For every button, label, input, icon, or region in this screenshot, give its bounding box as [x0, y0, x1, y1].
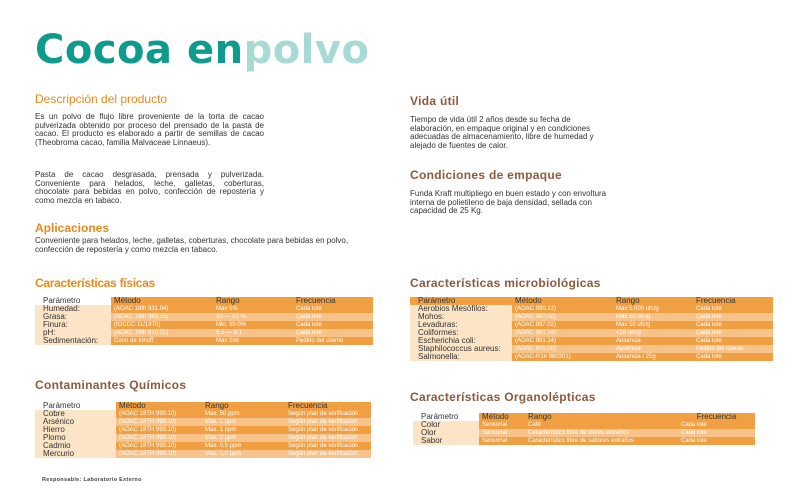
table-row [35, 321, 373, 329]
range-cell: Café [525, 421, 678, 429]
table-header-row [410, 297, 773, 305]
range-cell: Max 2ml [213, 337, 293, 345]
range-cell: Ausencia / 25g [613, 353, 693, 361]
method-cell: (AOAC 18TH 999.10) [116, 410, 202, 418]
aplicaciones-text: Conveniente para helados, leche, galletas, coberturas, chocolate para bebidas en polvo, confección de repostería y como mezcla en tabaco. [35, 236, 349, 254]
frequency-cell: Pedido del cliente [693, 345, 773, 353]
contaminantes-table [35, 402, 371, 458]
header-cell: Método [512, 297, 613, 305]
table-row [413, 437, 755, 445]
param-cell: Levaduras: [410, 321, 512, 329]
param-cell: Mohos: [410, 313, 512, 321]
frequency-cell: Cada lote [693, 321, 773, 329]
frequency-cell: Pedido del cliente [293, 337, 373, 345]
frequency-cell: Según plan de verificación [285, 418, 371, 426]
method-cell: (AOAC 18TH 999.10) [116, 442, 202, 450]
range-cell: Max 5.000 ufc/g [613, 305, 693, 313]
param-cell: Mercurio [35, 450, 116, 458]
table-header-row [413, 413, 755, 421]
range-cell: Característico libre de sabores extraños [525, 437, 678, 445]
title-part-1: Cocoa en [35, 27, 244, 73]
header-cell: Rango [202, 402, 285, 410]
range-cell: <10 ufc/g [613, 329, 693, 337]
param-cell: Coliformes: [410, 329, 512, 337]
frequency-cell: Cada lote [693, 337, 773, 345]
table-row [35, 337, 373, 345]
range-cell: Max. 2 ppm [202, 434, 285, 442]
header-cell: Parámetro [410, 297, 512, 305]
method-cell: (AOAC 997.02) [512, 321, 613, 329]
method-cell: (AOAC 990.12) [512, 305, 613, 313]
fisicas-heading: Características físicas [35, 276, 155, 290]
param-cell: Cobre [35, 410, 116, 418]
header-cell: Parámetro [35, 402, 116, 410]
table-row [413, 421, 755, 429]
method-cell: (AOAC-R1# 980301) [512, 353, 613, 361]
frequency-cell: Cada lote [678, 429, 755, 437]
organolepticas-table [413, 413, 755, 445]
method-cell: (AOAC 997.02) [512, 313, 613, 321]
frequency-cell: Según plan de verificación [285, 410, 371, 418]
param-cell: Staphilococcus aureus: [410, 345, 512, 353]
table-row [35, 305, 373, 313]
table-row [35, 410, 371, 418]
descripcion-paragraph-1: Es un polvo de flujo libre proveniente de la torta de cacao pulverizada obtenido por proceso del prensado de la pasta de cacao. El producto es elaborado a partir de semillas de cacao (Theobroma cacao, familia Malvaceae Linnaeus). [35, 112, 264, 147]
method-cell: Cono de Inhoff [111, 337, 213, 345]
descripcion-heading: Descripción del producto [35, 92, 168, 106]
title-part-2: polvo [243, 27, 370, 73]
table-row [410, 345, 773, 353]
header-cell: Frecuencia [293, 297, 373, 305]
organolepticas-heading: Características Organolépticas [410, 390, 596, 404]
header-cell: Rango [525, 413, 678, 421]
table-row [410, 313, 773, 321]
table-row [410, 305, 773, 313]
range-cell: Max. 1,0 ppm [202, 450, 285, 458]
range-cell: Max. 1 ppm [202, 426, 285, 434]
range-cell: Max. 50 ppm [202, 410, 285, 418]
table-row [35, 418, 371, 426]
range-cell: Max 50 ufc/g [613, 321, 693, 329]
range-cell: Max 50 ufc/g [613, 313, 693, 321]
table-row [410, 353, 773, 361]
footer-responsable: Responsable: Laboratorio Externo [42, 477, 142, 483]
param-cell: Aerobios Mesófilos: [410, 305, 512, 313]
table-row [410, 321, 773, 329]
range-cell: Max 5% [213, 305, 293, 313]
frequency-cell: Cada lote [693, 313, 773, 321]
param-cell: Sedimentación: [35, 337, 111, 345]
table-row [35, 426, 371, 434]
header-cell: Método [479, 413, 525, 421]
table-header-row [35, 402, 371, 410]
param-cell: Hierro [35, 426, 116, 434]
header-cell: Método [116, 402, 202, 410]
method-cell: Sensorial [479, 437, 525, 445]
param-cell: pH: [35, 329, 111, 337]
range-cell: Característico libre de olores extraños [525, 429, 678, 437]
param-cell: Escherichia coli: [410, 337, 512, 345]
header-cell: Rango [613, 297, 693, 305]
param-cell: Humedad: [35, 305, 111, 313]
empaque-heading: Condiciones de empaque [410, 168, 562, 182]
param-cell: Salmonella: [410, 353, 512, 361]
range-cell: Min. 99.0% [213, 321, 293, 329]
page-title [35, 22, 369, 78]
header-cell: Frecuencia [693, 297, 773, 305]
frequency-cell: Cada lote [678, 437, 755, 445]
frequency-cell: Según plan de verificación [285, 442, 371, 450]
range-cell: Ausencia [613, 345, 693, 353]
frequency-cell: Según plan de verificación [285, 450, 371, 458]
method-cell: (AOAC 18TH 999.10) [116, 434, 202, 442]
param-cell: Plomo [35, 434, 116, 442]
header-cell: Frecuencia [285, 402, 371, 410]
vida-util-heading: Vida útil [410, 94, 460, 108]
vida-util-text: Tiempo de vida útil 2 años desde su fecha de elaboración, en empaque original y en condiciones adecuadas de almacenamiento, libre de humedad y alejado de fuentes de calor. [410, 115, 594, 150]
method-cell: (AOAC 991.14) [512, 337, 613, 345]
table-row [35, 329, 373, 337]
header-cell: Frecuencia [678, 413, 755, 421]
method-cell: (AOAC 18TH 999.10) [116, 450, 202, 458]
range-cell: 5.2 — 6.1 [213, 329, 293, 337]
table-row [410, 329, 773, 337]
frequency-cell: Cada lote [293, 329, 373, 337]
contaminantes-heading: Contaminantes Químicos [35, 378, 187, 392]
microbiologicas-heading: Características microbiológicas [410, 276, 601, 290]
method-cell: (AOAC 18th 963.15) [111, 313, 213, 321]
microbiologicas-table [410, 297, 773, 361]
method-cell: (IOCCC 11/1970) [111, 321, 213, 329]
param-cell: Olor [413, 429, 479, 437]
range-cell: 10 — 12 % [213, 313, 293, 321]
param-cell: Sabor [413, 437, 479, 445]
param-cell: Color [413, 421, 479, 429]
table-row [35, 313, 373, 321]
param-cell: Cadmio [35, 442, 116, 450]
table-row [35, 442, 371, 450]
descripcion-paragraph-2: Pasta de cacao desgrasada, prensada y pulverizada. Conveniente para helados, leche, galletas, coberturas, chocolate para bebidas en polvo, confección de repostería y como mezcla en tabaco. [35, 170, 264, 205]
method-cell: Sensorial [479, 429, 525, 437]
header-cell: Parámetro [413, 413, 479, 421]
frequency-cell: Cada lote [293, 321, 373, 329]
param-cell: Finura: [35, 321, 111, 329]
fisicas-table [35, 297, 373, 345]
table-row [413, 429, 755, 437]
frequency-cell: Según plan de verificación [285, 426, 371, 434]
frequency-cell: Cada lote [678, 421, 755, 429]
aplicaciones-heading: Aplicaciones [35, 221, 110, 235]
table-row [35, 450, 371, 458]
table-row [35, 434, 371, 442]
frequency-cell: Cada lote [693, 353, 773, 361]
header-cell: Parámetro [35, 297, 111, 305]
range-cell: Ausencia [613, 337, 693, 345]
header-cell: Rango [213, 297, 293, 305]
param-cell: Grasa: [35, 313, 111, 321]
method-cell: (AOAC 18TH 999.10) [116, 418, 202, 426]
table-row [410, 337, 773, 345]
frequency-cell: Cada lote [293, 305, 373, 313]
frequency-cell: Según plan de verificación [285, 434, 371, 442]
range-cell: Max. 0,5 ppm [202, 442, 285, 450]
param-cell: Arsénico [35, 418, 116, 426]
frequency-cell: Cada lote [693, 329, 773, 337]
frequency-cell: Cada lote [693, 305, 773, 313]
method-cell: (AOAC 18th 931.04) [111, 305, 213, 313]
method-cell: (AOAC 975.55) [512, 345, 613, 353]
frequency-cell: Cada lote [293, 313, 373, 321]
range-cell: Max. 1 ppm [202, 418, 285, 426]
method-cell: (AOAC 18TH 999.10) [116, 426, 202, 434]
method-cell: Sensorial [479, 421, 525, 429]
empaque-text: Funda Kraft multipliego en buen estado y con envoltura interna de polietileno de baja densidad, sellada con capacidad de 25 Kg. [410, 189, 607, 216]
method-cell: (AOAC 991.14) [512, 329, 613, 337]
method-cell: (AOAC 18th 970.21) [111, 329, 213, 337]
header-cell: Método [111, 297, 213, 305]
table-header-row [35, 297, 373, 305]
